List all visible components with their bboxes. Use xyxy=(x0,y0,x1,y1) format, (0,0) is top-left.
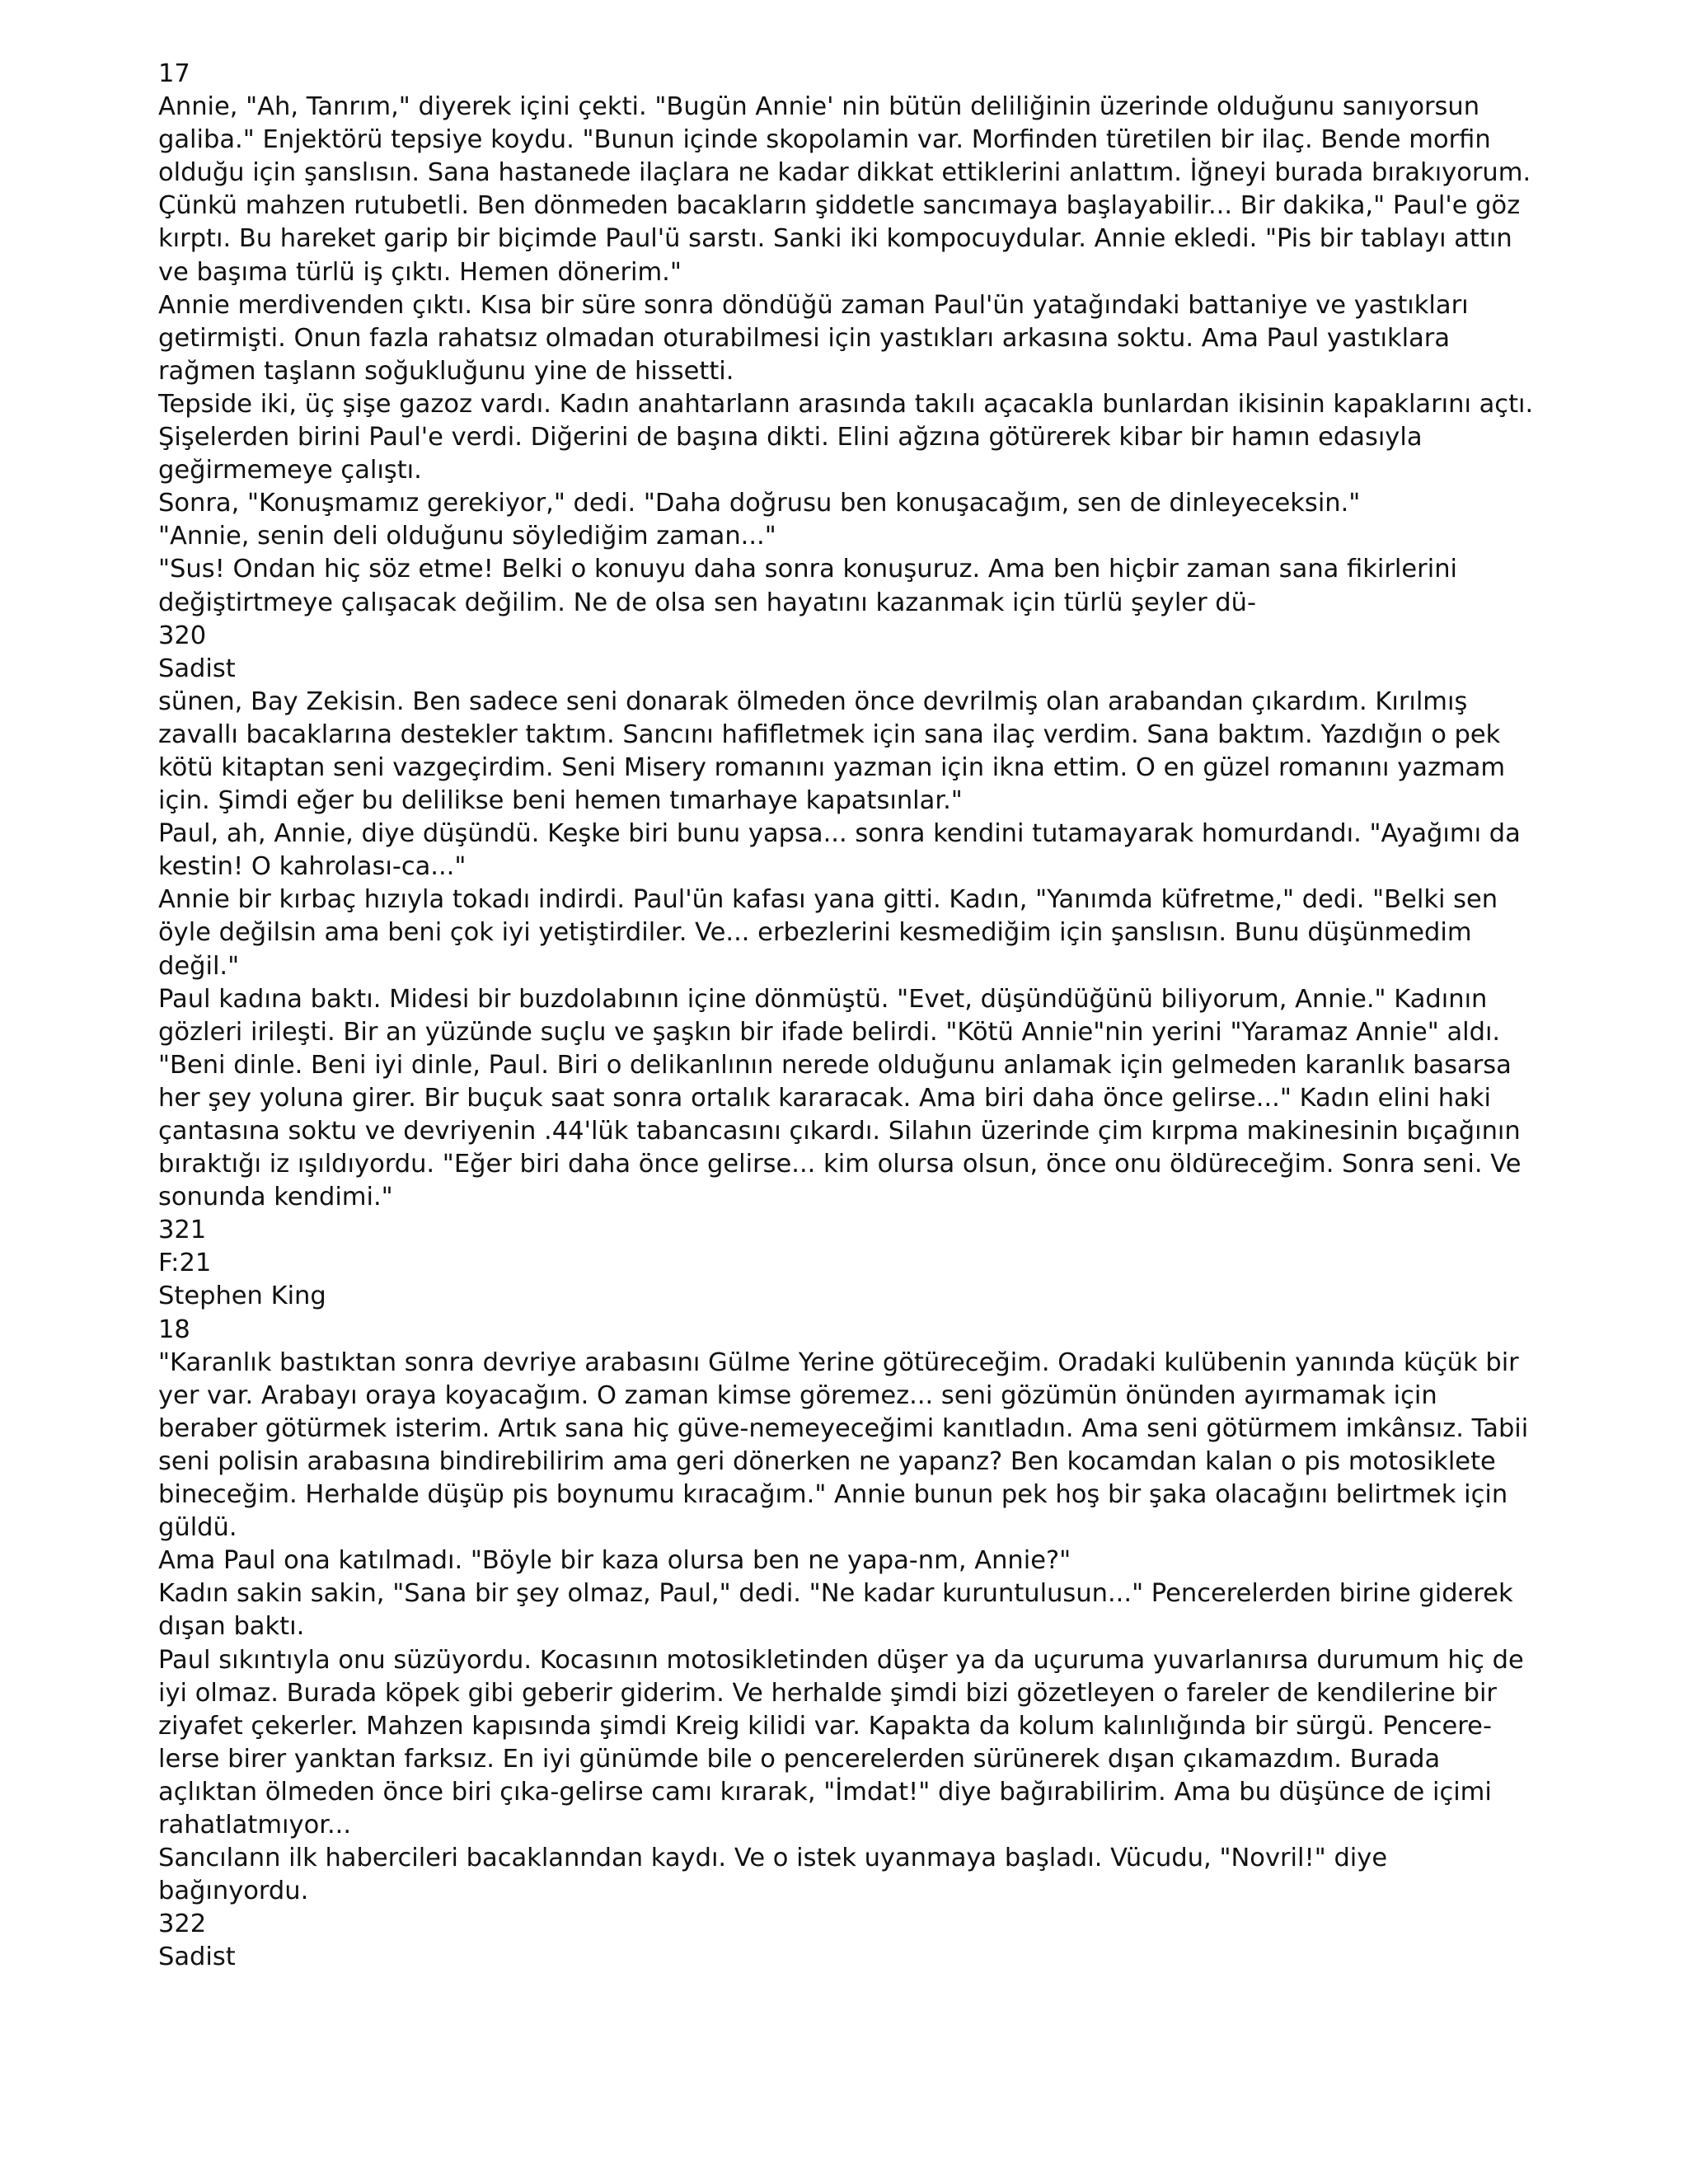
text-line: güldü. xyxy=(158,1513,237,1543)
text-line: Paul sıkıntıyla onu süzüyordu. Kocasının motosikletinden düşer ya da uçuruma yuvarlanırsa durumum hiç de xyxy=(158,1645,1524,1675)
text-line: Sancılann ilk habercileri bacaklanndan kaydı. Ve o istek uyanmaya başladı. Vücudu, "Novril!" diye xyxy=(158,1844,1388,1873)
text-line: Sadist xyxy=(158,1943,236,1972)
text-line: "Annie, senin deli olduğunu söylediğim zaman..." xyxy=(158,522,776,551)
text-line: Sadist xyxy=(158,654,236,683)
text-line: Sonra, "Konuşmamız gerekiyor," dedi. "Daha doğrusu ben konuşacağım, sen de dinleyeceksin." xyxy=(158,489,1361,518)
text-line: "Sus! Ondan hiç söz etme! Belki o konuyu daha sonra konuşuruz. Ama ben hiçbir zaman sana fikirlerini xyxy=(158,555,1457,584)
text-line: Ama Paul ona katılmadı. "Böyle bir kaza olursa ben ne yapa-nm, Annie?" xyxy=(158,1546,1071,1576)
text-line: Tepside iki, üç şişe gazoz vardı. Kadın anahtarlann arasında takılı açacakla bunlardan ikisinin kapaklarını açtı. xyxy=(158,389,1534,419)
text-line: her şey yoluna girer. Bir buçuk saat sonra ortalık kararacak. Ama biri daha önce gelirse..." Kadın elini haki xyxy=(158,1083,1491,1113)
text-line: olduğu için şanslısın. Sana hastanede ilaçlara ne kadar dikkat ettiklerini anlattım. İğneyi burada bırakıyorum. xyxy=(158,158,1531,188)
text-line: Paul, ah, Annie, diye düşündü. Keşke biri bunu yapsa... sonra kendini tutamayarak homurdandı. "Ayağımı da xyxy=(158,819,1521,849)
text-line: "Karanlık bastıktan sonra devriye arabasını Gülme Yerine götüreceğim. Oradaki kulübenin yanında küçük bir xyxy=(158,1347,1519,1377)
text-line: gözleri irileşti. Bir an yüzünde suçlu ve şaşkın bir ifade belirdi. "Kötü Annie"nin yerini "Yaramaz Annie" aldı. xyxy=(158,1017,1501,1047)
text-line: bineceğim. Herhalde düşüp pis boynumu kıracağım." Annie bunun pek hoş bir şaka olacağını belirtmek için xyxy=(158,1480,1508,1510)
text-line: lerse birer yanktan farksız. En iyi günümde bile o pencerelerden sürünerek dışan çıkamazdım. Burada xyxy=(158,1744,1441,1774)
text-line: seni polisin arabasına bindirebilirim ama geri dönerken ne yapanz? Ben kocamdan kalan o pis motosiklete xyxy=(158,1446,1496,1476)
text-line: açlıktan ölmeden önce biri çıka-gelirse camı kırarak, "İmdat!" diye bağırabilirim. Ama bu düşünce de içimi xyxy=(158,1777,1492,1807)
document-page xyxy=(158,58,1534,1974)
text-line: sünen, Bay Zekisin. Ben sadece seni donarak ölmeden önce devrilmiş olan arabandan çıkardım. Kırılmış xyxy=(158,687,1468,716)
text-line: rağmen taşlann soğukluğunu yine de hissetti. xyxy=(158,356,734,386)
text-line: bıraktığı iz ışıldıyordu. "Eğer biri daha önce gelirse... kim olursa olsun, önce onu öldüreceğim. Sonra seni. Ve xyxy=(158,1150,1522,1179)
text-line: ziyafet çekerler. Mahzen kapısında şimdi Kreig kilidi var. Kapakta da kolum kalınlığında bir sürgü. Pencere- xyxy=(158,1711,1492,1741)
text-line: 320 xyxy=(158,621,207,650)
text-line: bağınyordu. xyxy=(158,1877,309,1906)
text-line: geğirmemeye çalıştı. xyxy=(158,456,422,485)
text-line: öyle değilsin ama beni çok iyi yetiştirdiler. Ve... erbezlerini kesmediğim için şanslısın. Bunu düşünmedim xyxy=(158,918,1472,948)
text-line: dışan baktı. xyxy=(158,1612,305,1642)
text-line: iyi olmaz. Burada köpek gibi geberir giderim. Ve herhalde şimdi bizi gözetleyen o fareler de kendilerine bir xyxy=(158,1678,1497,1708)
text-line: Stephen King xyxy=(158,1282,326,1311)
text-line: Annie, "Ah, Tanrım," diyerek içini çekti. "Bugün Annie' nin bütün deliliğinin üzerinde olduğunu sanıyorsun xyxy=(158,92,1480,122)
text-line: getirmişti. Onun fazla rahatsız olmadan oturabilmesi için yastıkları arkasına soktu. Ama Paul yastıklara xyxy=(158,323,1451,353)
text-line: Annie merdivenden çıktı. Kısa bir süre sonra döndüğü zaman Paul'ün yatağındaki battaniye ve yastıkları xyxy=(158,290,1469,320)
text-line: yer var. Arabayı oraya koyacağım. O zaman kimse göremez... seni gözümün önünden ayırmamak için xyxy=(158,1380,1437,1410)
text-line: çantasına soktu ve devriyenin .44'lük tabancasını çıkardı. Silahın üzerinde çim kırpma makinesinin bıçağının xyxy=(158,1117,1521,1146)
text-line: galiba." Enjektörü tepsiye koydu. "Bunun içinde skopolamin var. Morfinden türetilen bir ilaç. Bende morfin xyxy=(158,125,1491,155)
text-line: sonunda kendimi." xyxy=(158,1183,393,1212)
text-line: Paul kadına baktı. Midesi bir buzdolabının içine dönmüştü. "Evet, düşündüğünü biliyorum, Annie." Kadının xyxy=(158,984,1488,1014)
text-line: F:21 xyxy=(158,1249,212,1278)
text-line: Kadın sakin sakin, "Sana bir şey olmaz, Paul," dedi. "Ne kadar kuruntulusun..." Pencerelerden birine giderek xyxy=(158,1579,1513,1609)
text-line: beraber götürmek isterim. Artık sana hiç güve-nemeyeceğimi kanıtladın. Ama seni götürmem imkânsız. Tabii xyxy=(158,1413,1529,1443)
text-line: değiştirtmeye çalışacak değilim. Ne de olsa sen hayatını kazanmak için türlü şeyler dü- xyxy=(158,588,1257,617)
text-line: "Beni dinle. Beni iyi dinle, Paul. Biri o delikanlının nerede olduğunu anlamak için gelmeden karanlık basarsa xyxy=(158,1050,1512,1080)
text-line: Annie bir kırbaç hızıyla tokadı indirdi. Paul'ün kafası yana gitti. Kadın, "Yanımda küfretme," dedi. "Belki sen xyxy=(158,885,1498,915)
text-line: 18 xyxy=(158,1315,190,1344)
text-line: Şişelerden birini Paul'e verdi. Diğerini de başına dikti. Elini ağzına götürerek kibar bir hamın edasıyla xyxy=(158,423,1423,452)
text-line: rahatlatmıyor... xyxy=(158,1810,352,1840)
text-line: kestin! O kahrolası-ca..." xyxy=(158,852,467,882)
text-line: zavallı bacaklarına destekler taktım. Sancını hafifletmek için sana ilaç verdim. Sana baktım. Yazdığın o pek xyxy=(158,719,1501,749)
text-line: ve başıma türlü iş çıktı. Hemen dönerim." xyxy=(158,257,682,287)
text-line: kırptı. Bu hareket garip bir biçimde Paul'ü sarstı. Sanki iki kompocuydular. Annie ekledi. "Pis bir tablayı attın xyxy=(158,224,1512,254)
text-line: 321 xyxy=(158,1216,207,1245)
text-line: için. Şimdi eğer bu delilikse beni hemen tımarhaye kapatsınlar." xyxy=(158,786,963,816)
text-line: Çünkü mahzen rutubetli. Ben dönmeden bacakların şiddetle sancımaya başlayabilir... Bir dakika," Paul'e göz xyxy=(158,191,1521,221)
text-line: kötü kitaptan seni vazgeçirdim. Seni Misery romanını yazman için ikna ettim. O en güzel romanını yazmam xyxy=(158,752,1506,782)
text-line: değil." xyxy=(158,951,240,981)
text-line: 17 xyxy=(158,59,190,88)
text-line: 322 xyxy=(158,1910,207,1939)
